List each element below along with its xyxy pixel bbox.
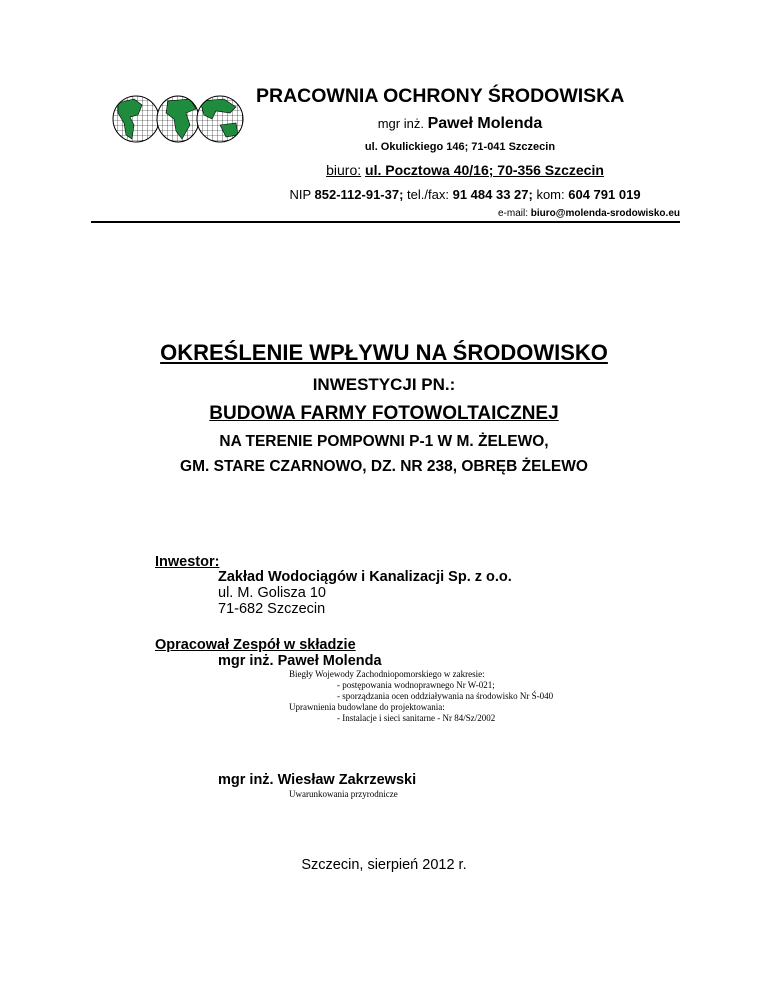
email-line (380, 208, 680, 219)
investor-city: 71-682 Szczecin (218, 601, 326, 617)
team-member-qualifications (289, 669, 553, 724)
nip-value: 852-112-91-37; (314, 187, 404, 202)
investment-name: BUDOWA FARMY FOTOWOLTAICZNEJ (209, 403, 559, 424)
company-name: PRACOWNIA OCHRONY ŚRODOWISKA (256, 85, 625, 107)
owner-line (300, 115, 620, 133)
team-member-name: mgr inż. Wiesław Zakrzewski (218, 772, 417, 788)
team-member-role: Uwarunkowania przyrodnicze (289, 789, 398, 799)
contact-line (250, 187, 680, 202)
team-label: Opracował Zespół w składzie (155, 637, 356, 653)
nip-label: NIP (289, 187, 311, 202)
tel-value: 91 484 33 27; (452, 187, 533, 202)
owner-title: mgr inż. (377, 116, 424, 131)
investor-name: Zakład Wodociągów i Kanalizacji Sp. z o.o. (218, 569, 512, 585)
mobile-label: kom: (536, 187, 565, 202)
tel-label: tel./fax: (407, 187, 449, 202)
qualification-line: - Instalacje i sieci sanitarne - Nr 84/Sz/2002 (337, 713, 496, 723)
qualification-line: - postępowania wodnoprawnego Nr W-021; (337, 680, 495, 690)
document-title: OKREŚLENIE WPŁYWU NA ŚRODOWISKO (160, 340, 608, 365)
qualification-line: Uprawnienia budowlane do projektowania: (289, 702, 445, 712)
office-label: biuro: (326, 162, 362, 178)
qualification-line: Biegły Wojewody Zachodniopomorskiego w zakresie: (289, 669, 485, 679)
investment-location-1: NA TERENIE POMPOWNI P-1 W M. ŻELEWO, (219, 433, 549, 450)
owner-name: Paweł Molenda (427, 115, 543, 132)
company-logo (112, 95, 244, 143)
office-address: ul. Pocztowa 40/16; 70-356 Szczecin (365, 162, 604, 178)
email-label: e-mail: (497, 208, 528, 219)
office-line (250, 162, 680, 178)
place-date: Szczecin, sierpień 2012 r. (301, 857, 467, 873)
team-member-name: mgr inż. Paweł Molenda (218, 653, 382, 669)
globe-map-icon (112, 95, 244, 143)
qualification-line: - sporządzania ocen oddziaływania na środowisko Nr Ś-040 (337, 691, 554, 701)
investor-label: Inwestor: (155, 554, 220, 570)
email-value[interactable]: biuro@molenda-srodowisko.eu (530, 208, 680, 219)
mobile-value: 604 791 019 (568, 187, 641, 202)
investment-location-2: GM. STARE CZARNOWO, DZ. NR 238, OBRĘB ŻELEWO (180, 458, 588, 475)
document-subtitle: INWESTYCJI PN.: (312, 375, 456, 394)
owner-address: ul. Okulickiego 146; 71-041 Szczecin (364, 141, 556, 153)
header-divider (91, 221, 680, 223)
investor-street: ul. M. Golisza 10 (218, 585, 326, 601)
